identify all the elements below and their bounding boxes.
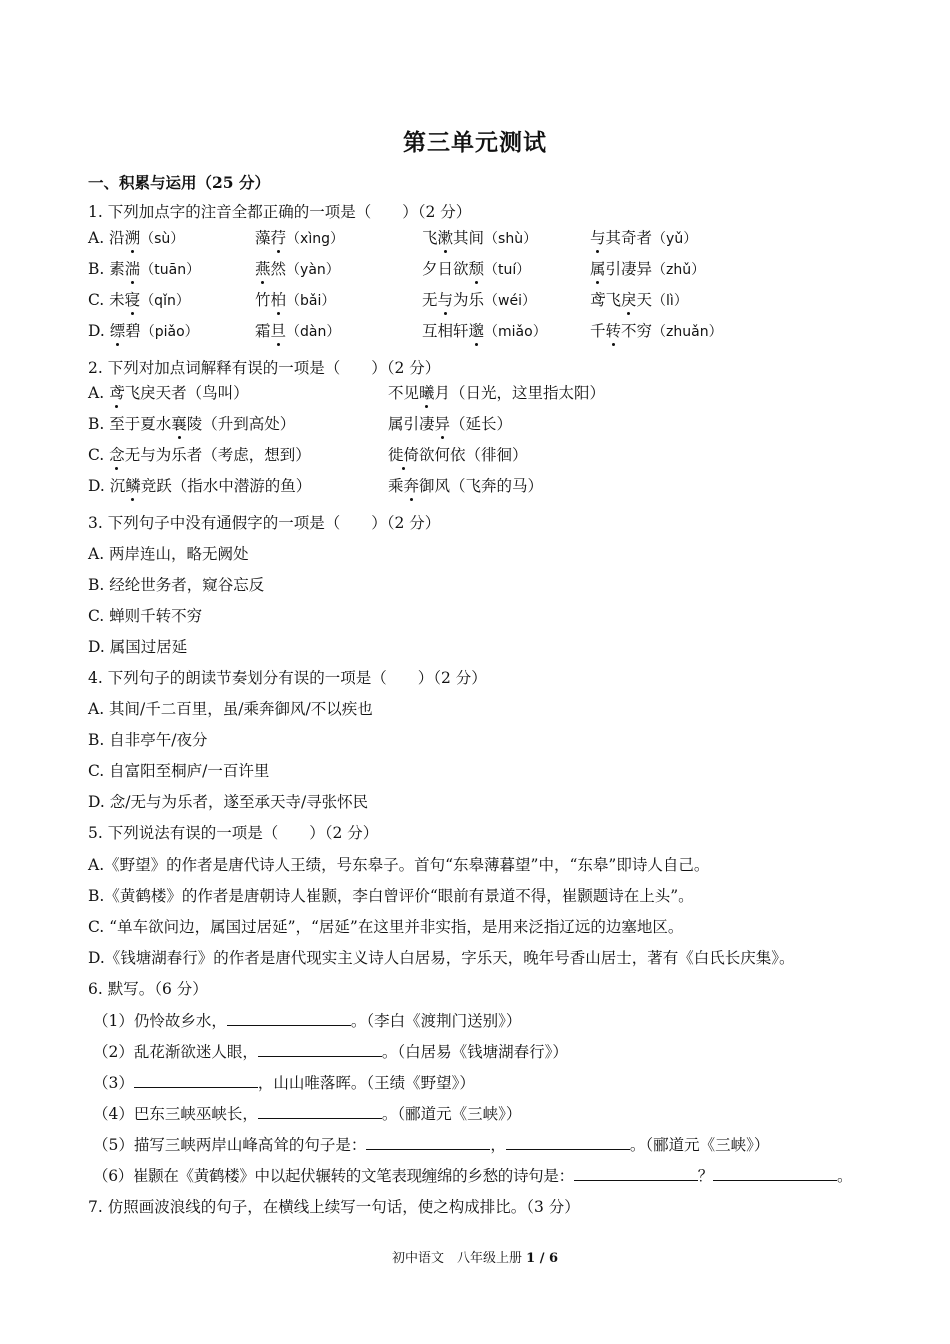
q4-option-b: B. 自非亭午/夜分 <box>88 731 208 749</box>
item-text: 引凄异 <box>605 260 653 278</box>
section-heading: 一、积累与运用（25 分） <box>88 173 270 192</box>
q6-item-2-source: 。（白居易《钱塘湖春行》） <box>381 1043 568 1061</box>
answer-blank[interactable] <box>713 1166 837 1181</box>
q6-item-1-source: 。（李白《渡荆门送别》） <box>350 1012 522 1030</box>
item-text: 其奇者 <box>605 229 653 247</box>
q2-option-b-item <box>88 414 295 434</box>
q2-option-a-item <box>88 383 249 403</box>
q6-item-2 <box>93 1042 568 1062</box>
dotted-char: 缥 <box>109 322 126 340</box>
q1-option-a-item <box>422 228 537 249</box>
answer-blank[interactable] <box>258 1104 382 1119</box>
q1-option-d-item <box>422 321 547 342</box>
item-text: 鸢飞 <box>590 291 622 309</box>
item-text: 不穷 <box>621 322 653 340</box>
q6-item-6-end: 。 <box>836 1167 853 1185</box>
pinyin: （dàn） <box>286 324 341 340</box>
pinyin: （yàn） <box>286 262 340 278</box>
item-text: 乘 <box>388 477 404 495</box>
q5-option-c: C. “单车欲问边，属国过居延”，“居延”在这里并非实指，是用来泛指辽远的边塞地区。 <box>88 918 684 936</box>
q6-item-4-source: 。（郦道元《三峡》） <box>381 1105 522 1123</box>
dotted-char: 颓 <box>468 260 485 278</box>
pinyin: （tuān） <box>140 262 201 278</box>
q1-option-d-item <box>88 321 199 342</box>
q1-option-c-item <box>422 290 536 311</box>
pinyin: （shù） <box>484 231 538 247</box>
q5-option-b: B.《黄鹤楼》的作者是唐朝诗人崔颢，李白曾评价“眼前有景道不得，崔颢题诗在上头”。 <box>88 887 694 905</box>
q4-option-d: D. 念/无与为乐者，遂至承天寺/寻张怀民 <box>88 793 369 811</box>
q1-option-b-item <box>255 259 340 280</box>
q6-item-6 <box>93 1166 852 1186</box>
item-text: B. 素 <box>88 260 125 278</box>
item-text: C. <box>88 446 110 464</box>
item-text: 无 <box>422 291 438 309</box>
q2-option-a-item <box>388 383 605 403</box>
item-text: 为乐 <box>453 291 485 309</box>
q6-item-5-source: 。（郦道元《三峡》） <box>629 1136 770 1154</box>
pinyin: （xìng） <box>286 231 344 247</box>
q2-stem: 2. 下列对加点词解释有误的一项是（ ）（2 分） <box>88 359 441 377</box>
q6-item-5-text: （5）描写三峡两岸山峰高耸的句子是： <box>93 1136 367 1154</box>
pinyin: （tuí） <box>484 262 531 278</box>
dotted-char: 异 <box>434 415 451 433</box>
item-text: 御风（飞奔的马） <box>419 477 544 495</box>
q3-option-a: A. 两岸连山，略无阙处 <box>88 545 249 563</box>
dotted-char: 鸢 <box>109 384 125 402</box>
item-text: 天 <box>636 291 653 309</box>
q1-option-a-item <box>255 228 344 249</box>
page-title: 第三单元测试 <box>403 129 547 156</box>
pinyin: （wéi） <box>484 293 536 309</box>
q2-option-c-item <box>388 445 528 465</box>
q1-option-c-item <box>88 290 190 311</box>
q1-option-b-item <box>422 259 530 280</box>
pinyin: （yǔ） <box>652 231 698 247</box>
q3-stem: 3. 下列句子中没有通假字的一项是（ ）（2 分） <box>88 514 441 532</box>
q2-option-d-item <box>88 476 311 496</box>
dotted-char: 属 <box>590 260 606 278</box>
pinyin: （bǎi） <box>286 293 336 309</box>
item-text: 夕日欲 <box>422 260 469 278</box>
q2-option-c-item <box>88 445 311 465</box>
q6-item-5 <box>93 1135 769 1155</box>
dotted-char: 襄 <box>171 415 187 433</box>
q6-stem: 6. 默写。（6 分） <box>88 980 208 998</box>
dotted-char: 湍 <box>124 260 141 278</box>
item-text: 无与为乐者（考虑，想到） <box>124 446 311 464</box>
item-text: 陵（升到高处） <box>186 415 296 433</box>
q3-option-c: C. 蝉则千转不穷 <box>88 607 203 625</box>
item-text: 千 <box>590 322 606 340</box>
dotted-char: 念 <box>109 446 125 464</box>
dotted-char: 转 <box>605 322 622 340</box>
q1-option-b-item <box>590 259 705 280</box>
q6-item-1 <box>93 1011 521 1031</box>
item-text: 不见 <box>388 384 420 402</box>
dotted-char: 曦 <box>419 384 435 402</box>
q1-option-d-item <box>590 321 723 342</box>
dotted-char: 邈 <box>468 322 485 340</box>
q6-item-2-text: （2）乱花渐欲迷人眼， <box>93 1043 258 1061</box>
dotted-char: 鳞 <box>125 477 141 495</box>
item-text: 其间 <box>453 229 485 247</box>
item-text: 藻 <box>255 229 271 247</box>
q5-option-d: D.《钱塘湖春行》的作者是唐代现实主义诗人白居易，字乐天，晚年号香山居士，著有《白氏长庆集》。 <box>88 949 795 967</box>
item-text: 霜 <box>255 322 271 340</box>
item-text: 飞 <box>422 229 438 247</box>
item-text: D. <box>88 322 110 340</box>
item-text: A. 沿 <box>88 229 125 247</box>
item-text: 属引凄 <box>388 415 435 433</box>
footer-text: 初中语文 八年级上册 <box>391 1251 527 1266</box>
q3-option-d: D. 属国过居延 <box>88 638 188 656</box>
dotted-char: 燕 <box>255 260 271 278</box>
q1-option-d-item <box>255 321 340 342</box>
answer-blank[interactable] <box>506 1135 630 1150</box>
item-text: C. 未 <box>88 291 125 309</box>
pinyin: （piǎo） <box>140 324 199 340</box>
q6-item-3-text: （3） <box>93 1074 134 1092</box>
q5-option-a: A.《野望》的作者是唐代诗人王绩，号东皋子。首句“东皋薄暮望”中，“东皋”即诗人自己。 <box>88 856 710 874</box>
pinyin: （zhuǎn） <box>652 324 723 340</box>
dotted-char: 与 <box>437 291 454 309</box>
pinyin: （miǎo） <box>484 324 547 340</box>
pinyin: （sù） <box>140 231 185 247</box>
q1-option-c-item <box>255 290 335 311</box>
item-text: A. <box>88 384 110 402</box>
item-text: D. 沉 <box>88 477 126 495</box>
answer-blank[interactable] <box>574 1166 698 1181</box>
q6-item-5-sep: ， <box>490 1136 506 1154</box>
item-text: 欲何依（徘徊） <box>419 446 528 464</box>
q5-stem: 5. 下列说法有误的一项是（ ）（2 分） <box>88 824 379 842</box>
q6-item-6-sep: ？ <box>697 1167 713 1185</box>
item-text: 竞跃（指水中潜游的鱼） <box>140 477 312 495</box>
item-text: 然 <box>270 260 287 278</box>
page-footer <box>0 1247 950 1266</box>
dotted-char: 旦 <box>270 322 287 340</box>
q7-stem: 7. 仿照画波浪线的句子，在横线上续写一句话，使之构成排比。（3 分） <box>88 1198 580 1216</box>
answer-blank[interactable] <box>134 1073 258 1088</box>
dotted-char: 寝 <box>124 291 141 309</box>
q1-option-a-item <box>88 228 184 249</box>
pinyin: （lì） <box>652 293 688 309</box>
q6-item-1-text: （1）仍怜故乡水， <box>93 1012 227 1030</box>
q6-item-3-source: ，山山唯落晖。（王绩《野望》） <box>257 1074 475 1092</box>
dotted-char: 柏 <box>270 291 287 309</box>
q4-stem: 4. 下列句子的朗读节奏划分有误的一项是（ ）（2 分） <box>88 669 487 687</box>
q6-item-3 <box>93 1073 475 1093</box>
pinyin: （zhǔ） <box>652 262 706 278</box>
q3-option-b: B. 经纶世务者，窥谷忘反 <box>88 576 265 594</box>
q4-option-a: A. 其间/千二百里，虽/乘奔御风/不以疾也 <box>88 700 373 718</box>
dotted-char: 奔 <box>403 477 420 495</box>
item-text: 互相轩 <box>422 322 469 340</box>
answer-blank[interactable] <box>258 1042 382 1057</box>
q2-option-d-item <box>388 476 543 496</box>
q2-option-b-item <box>388 414 512 434</box>
dotted-char: 戾 <box>621 291 637 309</box>
q6-item-4 <box>93 1104 521 1124</box>
item-text: 竹 <box>255 291 271 309</box>
q1-option-c-item <box>590 290 688 311</box>
pinyin: （qǐn） <box>140 293 190 309</box>
q1-stem: 1. 下列加点字的注音全都正确的一项是（ ）（2 分） <box>88 203 472 221</box>
dotted-char: 溯 <box>124 229 141 247</box>
answer-blank[interactable] <box>366 1135 490 1150</box>
item-text: B. 至于夏水 <box>88 415 172 433</box>
item-text: 碧 <box>125 322 141 340</box>
answer-blank[interactable] <box>227 1011 351 1026</box>
q1-option-b-item <box>88 259 200 280</box>
item-text: 飞戾天者（鸟叫） <box>124 384 249 402</box>
q4-option-c: C. 自富阳至桐庐/一百许里 <box>88 762 270 780</box>
item-text: 月（日光，这里指太阳） <box>434 384 606 402</box>
dotted-char: 漱 <box>437 229 454 247</box>
q6-item-6-text: （6）崔颢在《黄鹤楼》中以起伏辗转的文笔表现缠绵的乡愁的诗句是： <box>93 1167 574 1185</box>
q6-item-4-text: （4）巴东三峡巫峡长， <box>93 1105 258 1123</box>
dotted-char: 与 <box>590 229 606 247</box>
dotted-char: 徙倚 <box>388 446 420 464</box>
dotted-char: 荇 <box>270 229 287 247</box>
q1-option-a-item <box>590 228 697 249</box>
item-text: （延长） <box>450 415 513 433</box>
page-number: 1 / 6 <box>526 1251 559 1266</box>
